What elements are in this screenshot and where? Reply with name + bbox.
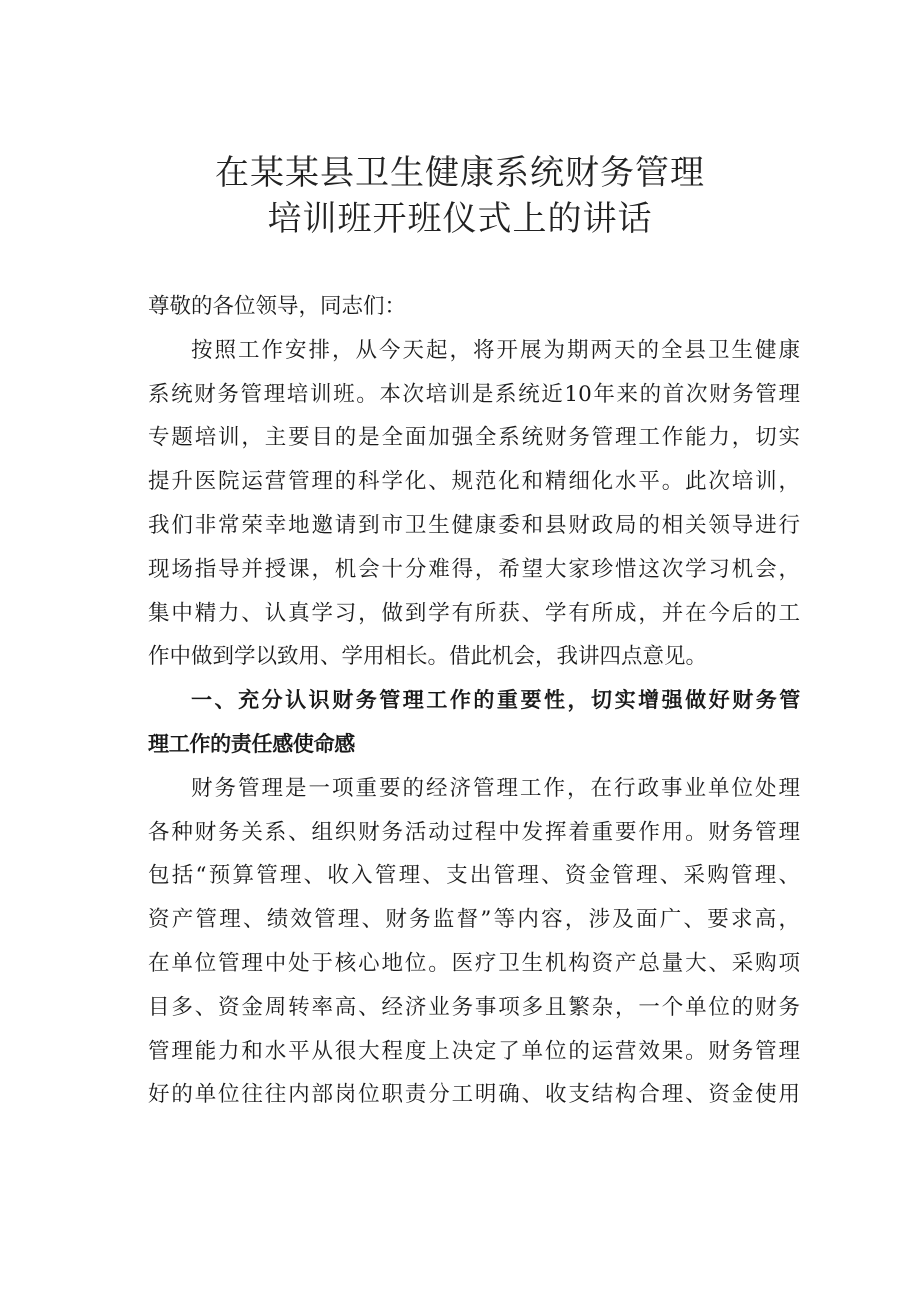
paragraph-2-line: 财务管理是一项重要的经济管理工作，在行政事业单位处理 [191, 775, 800, 801]
title-line-1: 在某某县卫生健康系统财务管理 [215, 153, 705, 193]
section-heading-line: 理工作的责任感使命感 [148, 731, 355, 756]
paragraph-2-line: 包括“预算管理、收入管理、支出管理、资金管理、采购管理、 [148, 863, 800, 889]
paragraph-2-line: 管理能力和水平从很大程度上决定了单位的运营效果。财务管理 [148, 1038, 800, 1064]
paragraph-2-line: 目多、资金周转率高、经济业务事项多且繁杂，一个单位的财务 [148, 994, 800, 1020]
paragraph-1-line: 我们非常荣幸地邀请到市卫生健康委和县财政局的相关领导进行 [148, 512, 800, 538]
paragraph-1-line: 集中精力、认真学习，做到学有所获、学有所成，并在今后的工 [148, 600, 800, 626]
paragraph-2 [148, 767, 800, 1117]
paragraph-1-line: 提升医院运营管理的科学化、规范化和精细化水平。此次培训， [148, 469, 800, 495]
paragraph-1-line: 现场指导并授课，机会十分难得，希望大家珍惜这次学习机会， [148, 556, 800, 582]
salutation: 尊敬的各位领导，同志们： [148, 294, 407, 319]
title-line-2: 培训班开班仪式上的讲话 [267, 199, 653, 239]
paragraph-2-line: 好的单位往往内部岗位职责分工明确、收支结构合理、资金使用 [148, 1082, 800, 1108]
paragraph-1-line: 系统财务管理培训班。本次培训是系统近10年来的首次财务管理 [148, 381, 800, 407]
paragraph-1 [148, 329, 800, 679]
section-heading-1 [148, 679, 800, 767]
section-heading-line: 一、充分认识财务管理工作的重要性，切实增强做好财务管 [191, 688, 800, 713]
paragraph-1-line: 专题培训，主要目的是全面加强全系统财务管理工作能力，切实 [148, 425, 800, 451]
paragraph-1-line: 作中做到学以致用、学用相长。借此机会，我讲四点意见。 [148, 644, 708, 670]
paragraph-2-line: 资产管理、绩效管理、财务监督”等内容，涉及面广、要求高， [148, 907, 800, 933]
paragraph-2-line: 在单位管理中处于核心地位。医疗卫生机构资产总量大、采购项 [148, 950, 800, 976]
document-title [0, 150, 920, 242]
paragraph-1-line: 按照工作安排，从今天起，将开展为期两天的全县卫生健康 [191, 337, 800, 363]
document-body [148, 285, 800, 1117]
paragraph-2-line: 各种财务关系、组织财务活动过程中发挥着重要作用。财务管理 [148, 819, 800, 845]
